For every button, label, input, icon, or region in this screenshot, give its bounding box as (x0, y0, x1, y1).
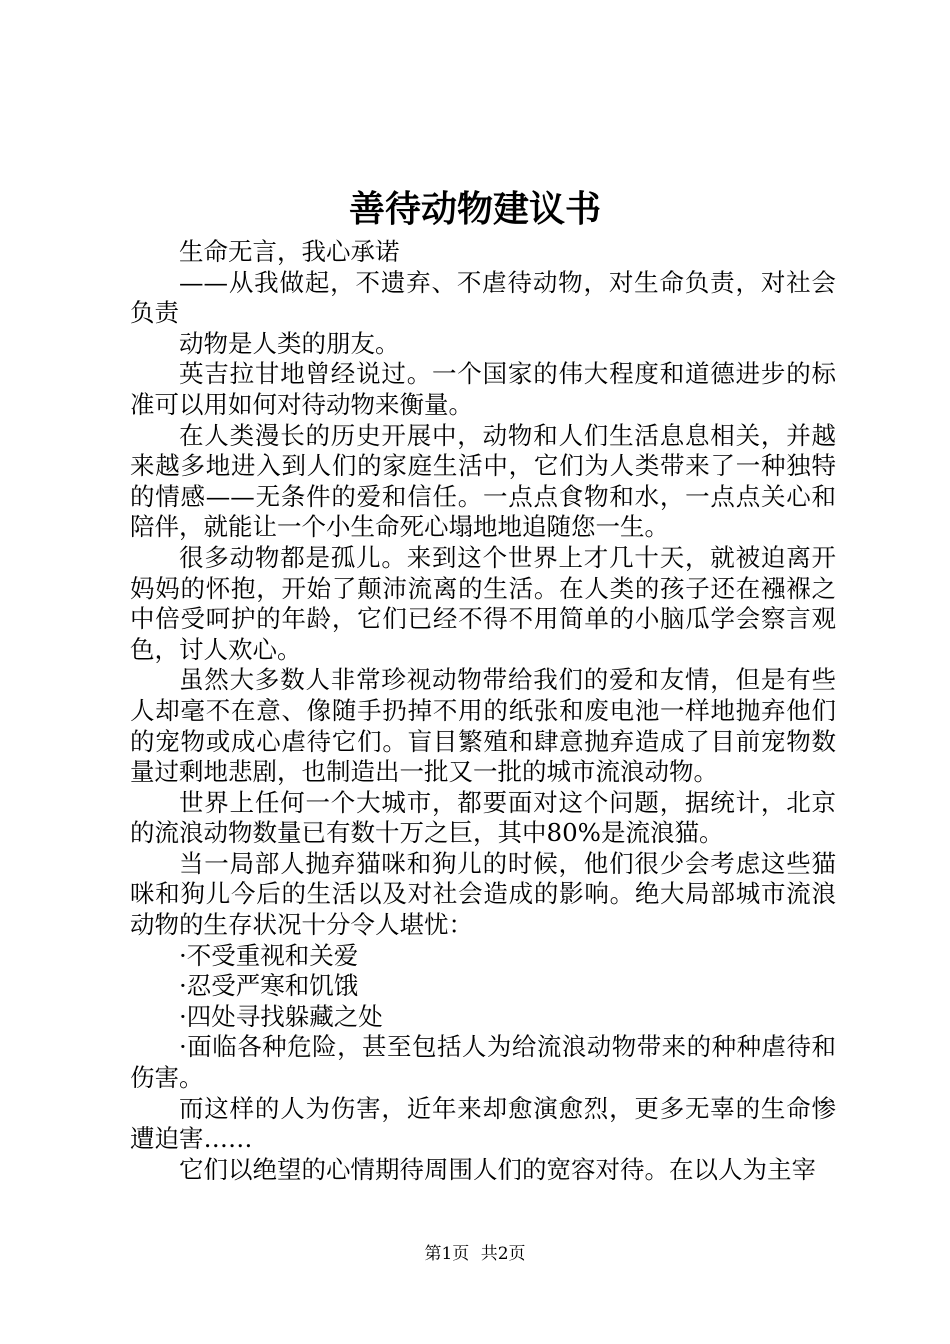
paragraph: 在人类漫长的历史开展中，动物和人们生活息息相关，并越来越多地进入到人们的家庭生活中，它们为人类带来了一种独特的情感——无条件的爱和信任。一点点食物和水，一点点关心和陪伴，就能让一个小生命死心塌地地追随您一生。 (130, 420, 836, 542)
bullet-item: ·面临各种危险，甚至包括人为给流浪动物带来的种种虐待和伤害。 (130, 1032, 836, 1093)
bullet-item: ·四处寻找躲藏之处 (179, 1001, 383, 1031)
paragraph: 世界上任何一个大城市，都要面对这个问题，据统计，北京的流浪动物数量已有数十万之巨，其中80%是流浪猫。 (130, 787, 836, 848)
paragraph: 虽然大多数人非常珍视动物带给我们的爱和友情，但是有些人却毫不在意、像随手扔掉不用的纸张和废电池一样地抛弃他们的宠物或成心虐待它们。盲目繁殖和肆意抛弃造成了目前宠物数量过剩地悲剧，也制造出一批又一批的城市流浪动物。 (130, 665, 836, 787)
document-title: 善待动物建议书 (348, 188, 601, 230)
paragraph-subtitle: 生命无言，我心承诺 (179, 237, 400, 266)
page-total: 共2页 (480, 1244, 526, 1264)
paragraph-slogan: ——从我做起，不遗弃、不虐待动物，对生命负责，对社会负责 (130, 267, 836, 328)
bullet-item: ·忍受严寒和饥饿 (179, 971, 359, 1001)
document-body (130, 237, 836, 1185)
bullet-item: ·不受重视和关爱 (179, 940, 359, 970)
paragraph: 它们以绝望的心情期待周围人们的宽容对待。在以人为主宰 (179, 1154, 816, 1184)
paragraph: 动物是人类的朋友。 (179, 328, 400, 358)
paragraph: 英吉拉甘地曾经说过。一个国家的伟大程度和道德进步的标准可以用如何对待动物来衡量。 (130, 359, 836, 419)
page-number: 第1页 (424, 1244, 470, 1264)
page-footer (0, 1243, 950, 1265)
paragraph: 很多动物都是孤儿。来到这个世界上才几十天，就被迫离开妈妈的怀抱，开始了颠沛流离的生活。在人类的孩子还在襁褓之中倍受呵护的年龄，它们已经不得不用简单的小脑瓜学会察言观色，讨人欢心。 (130, 542, 836, 664)
paragraph: 而这样的人为伤害，近年来却愈演愈烈，更多无辜的生命惨遭迫害…… (130, 1093, 836, 1154)
paragraph: 当一局部人抛弃猫咪和狗儿的时候，他们很少会考虑这些猫咪和狗儿今后的生活以及对社会造成的影响。绝大局部城市流浪动物的生存状况十分令人堪忧： (130, 848, 836, 940)
